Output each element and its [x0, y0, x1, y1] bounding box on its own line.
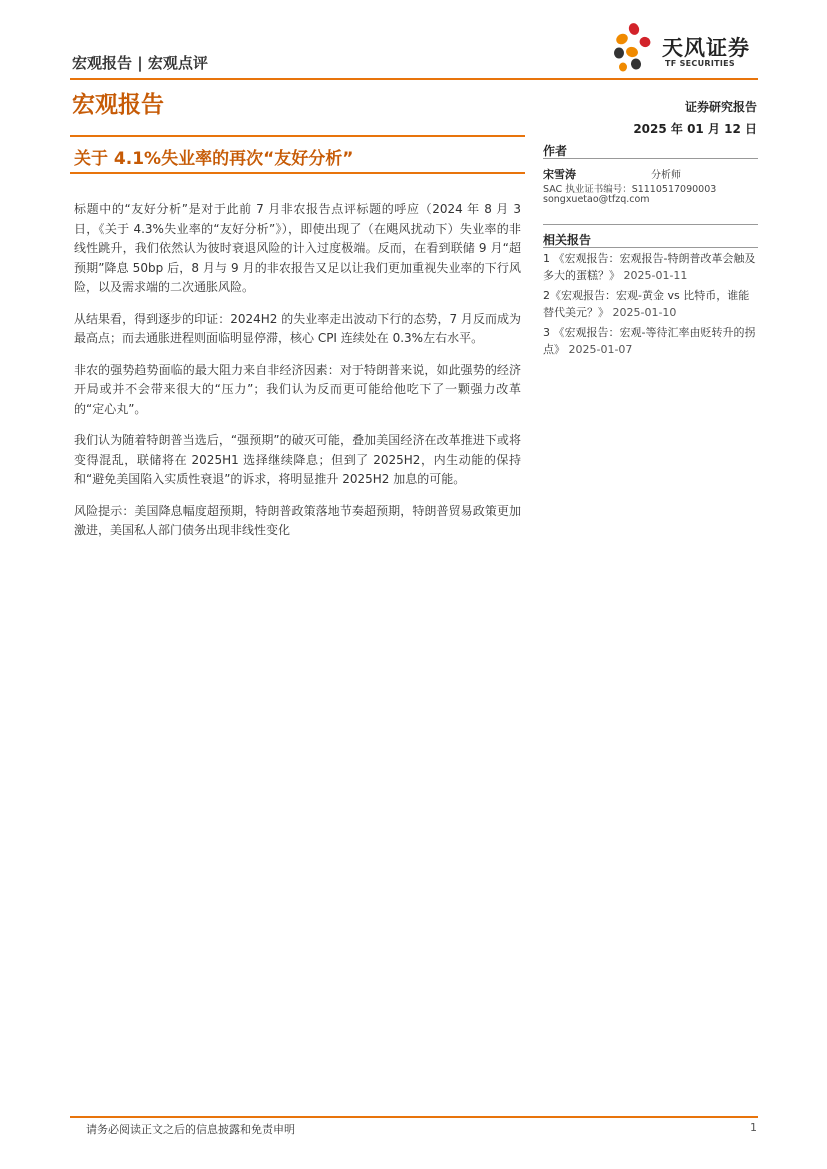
- page-number: 1: [750, 1121, 757, 1134]
- logo-flower-icon: [610, 22, 660, 74]
- author-sac-number: SAC 执业证书编号：S1110517090003: [543, 184, 717, 195]
- risk-warning: 风险提示：美国降息幅度超预期，特朗普政策落地节奏超预期，特朗普贸易政策更加激进，美国私人部门债务出现非线性变化: [74, 503, 521, 537]
- author-email-link[interactable]: songxuetao@tfzq.com: [543, 194, 650, 205]
- related-report-title[interactable]: 1 《宏观报告：宏观报告-特朗普改革会触及多大的蛋糕？》: [543, 252, 756, 282]
- header-divider: [70, 78, 758, 80]
- related-report-date: 2025-01-07: [568, 343, 633, 356]
- related-report-item[interactable]: [543, 287, 758, 321]
- logo-subtext: TF SECURITIES: [665, 59, 735, 68]
- related-report-date: 2025-01-11: [623, 269, 688, 282]
- body-paragraph: 非农的强势趋势面临的最大阻力来自非经济因素：对于特朗普来说，如此强势的经济开局或并不会带来很大的“压力”；我们认为反而更可能给他吃下了一颗强力改革的“定心丸”。: [74, 362, 521, 416]
- author-heading-divider: [543, 158, 758, 159]
- report-date: 2025 年 01 月 12 日: [633, 122, 757, 136]
- footer-divider: [70, 1116, 758, 1118]
- body-paragraph: 标题中的“友好分析”是对于此前 7 月非农报告点评标题的呼应（2024 年 8 月 3 日，《关于 4.3%失业率的“友好分析”》），即使出现了（在飓风扰动下）失业率的非线性跳升，我们依然认为彼时衰退风险的计入过度极端。反而，在看到联储 9 月“超预期”降息 50bp 后，8 月与 9 月的非农报告又足以让我们更加重视失业率的下行风险，以及需求端的二次通胀风险。: [74, 202, 521, 294]
- company-logo: [610, 22, 760, 74]
- author-heading: 作者: [543, 144, 568, 158]
- related-report-item[interactable]: [543, 250, 758, 284]
- body-paragraph: 从结果看，得到逐步的印证：2024H2 的失业率走出波动下行的态势，7 月反而成为最高点；而去通胀进程则面临明显停滞，核心 CPI 连续处在 0.3%左右水平。: [74, 311, 521, 345]
- related-heading-divider: [543, 247, 758, 248]
- footer-disclaimer: 请务必阅读正文之后的信息披露和免责申明: [86, 1123, 295, 1136]
- subtitle-bottom-divider: [70, 172, 525, 174]
- related-report-date: 2025-01-10: [612, 306, 677, 319]
- related-report-item[interactable]: [543, 324, 758, 358]
- author-role: 分析师: [651, 170, 681, 181]
- related-report-title[interactable]: 3 《宏观报告：宏观-等待汇率由贬转升的拐点》: [543, 326, 756, 356]
- related-divider-top: [543, 224, 758, 225]
- body-paragraph: 我们认为随着特朗普当选后，“强预期”的破灭可能，叠加美国经济在改革推进下或将变得混乱，联储将在 2025H1 选择继续降息；但到了 2025H2，内生动能的保持和“避免美国陷入实质性衰退”的诉求，将明显推升 2025H2 加息的可能。: [74, 433, 521, 486]
- subtitle-top-divider: [70, 135, 525, 137]
- report-category: 宏观报告 | 宏观点评: [72, 54, 208, 72]
- page-title: 宏观报告: [72, 92, 164, 118]
- logo-text: 天风证券: [662, 36, 750, 60]
- author-name: 宋雪涛: [543, 168, 576, 181]
- related-heading: 相关报告: [543, 233, 592, 247]
- related-report-title[interactable]: 2《宏观报告：宏观-黄金 vs 比特币，谁能替代美元？》: [543, 289, 750, 319]
- report-subtitle: 关于 4.1%失业率的再次“友好分析”: [74, 149, 354, 169]
- report-body: [74, 200, 521, 553]
- report-type: 证券研究报告: [684, 100, 757, 114]
